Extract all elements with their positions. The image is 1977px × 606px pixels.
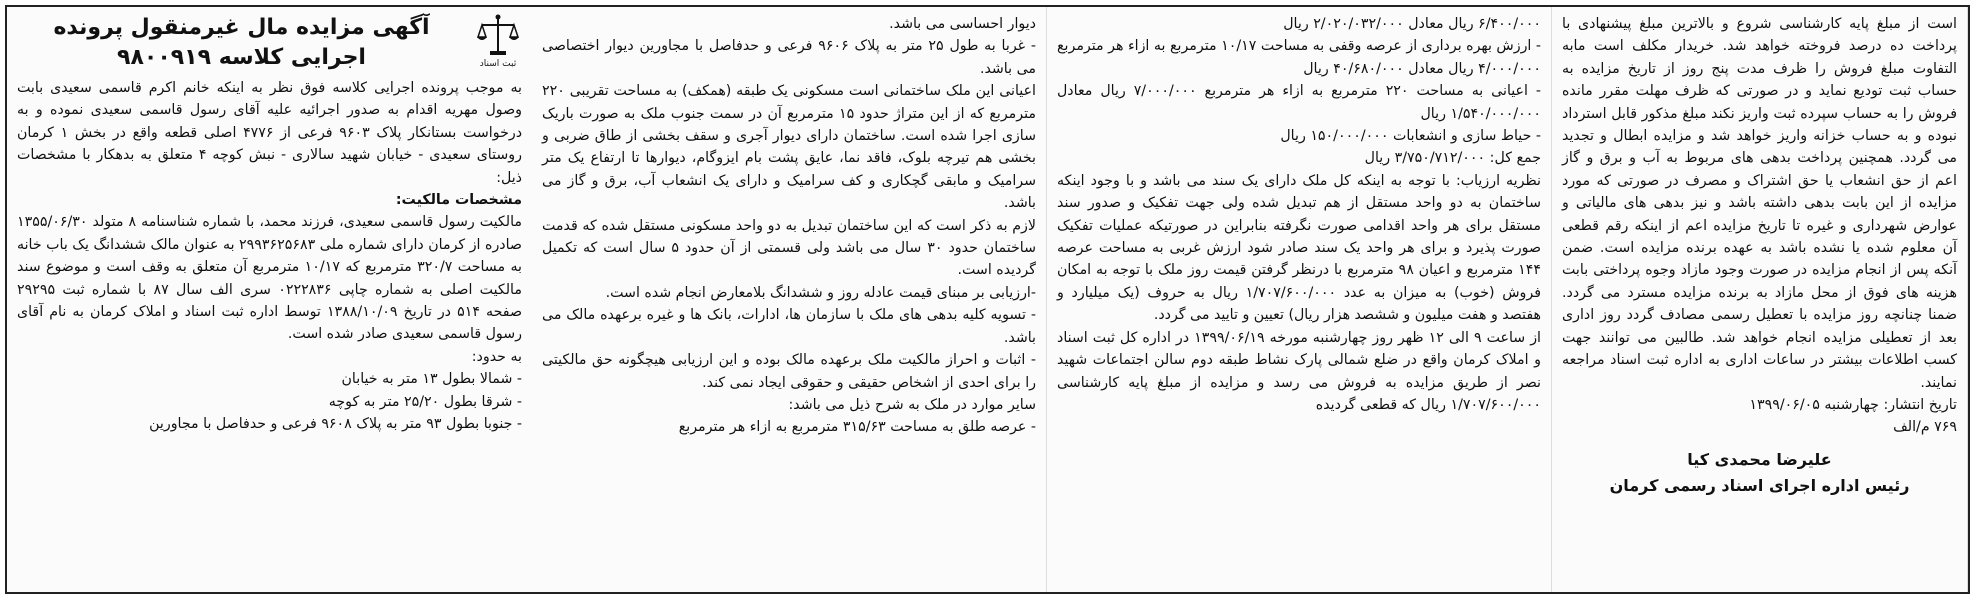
registry-emblem bbox=[474, 13, 522, 73]
notice-page bbox=[5, 5, 1970, 594]
yard-value: - حیاط سازی و انشعابات ۱۵۰/۰۰۰/۰۰۰ ریال bbox=[1280, 128, 1541, 145]
ownership-heading: مشخصات مالکیت: bbox=[395, 192, 522, 209]
reference-code: ۷۶۹ م/الف bbox=[1893, 419, 1957, 436]
emblem-caption: ثبت اسناد bbox=[479, 59, 517, 69]
title-line-1: آگهی مزایده مال غیرمنقول پرونده bbox=[53, 15, 430, 40]
signatory-name: علیرضا محمدی کیا bbox=[1687, 449, 1832, 469]
other-items-heading: سایر موارد در ملک به شرح ذیل می باشد: bbox=[788, 396, 1036, 413]
scales-icon bbox=[476, 13, 520, 59]
column-2 bbox=[532, 7, 1047, 592]
column-3 bbox=[1047, 7, 1552, 592]
total-value: جمع کل: ۳/۷۵۰/۷۱۲/۰۰۰ ریال bbox=[1364, 150, 1541, 167]
appraiser-opinion: نظریه ارزیاب: با توجه به اینکه کل ملک دارای یک سند می باشد و با وجود اینکه ساختمان به دو واحد مستقل از هم تبدیل شده ولی جهت تفکیک و صدور سند مستقل برای هر واحد اقدامی صورت نگرفته بنابراین در صورتیکه عملیات تفکیک صورت پذیرد و برای هر واحد یک سند صادر شود ارزش غربی به مساحت عرصه ۱۴۴ مترمربع و اعیان ۹۸ مترمربع با درنظر گرفتن قیمت روز ملک با توجه به امکان فروش (خوب) به میزان به عدد ۱/۷۰۷/۶۰۰/۰۰۰ ریال به حروف (یک میلیارد و هفتصد و هفت میلیون و ششصد هزار ریال) تعیین و تایید می گردد. bbox=[1057, 172, 1541, 324]
notice-title bbox=[17, 13, 466, 73]
bound-south: - جنوبا بطول ۹۳ متر به پلاک ۹۶۰۸ فرعی و حدفاصل با مجاورین bbox=[149, 416, 522, 433]
notice-header bbox=[17, 13, 522, 73]
signature-block bbox=[1562, 447, 1957, 499]
debts-note: - تسویه کلیه بدهی های ملک با سازمان ها، ادارات، بانک ها و غیره برعهده مالک می باشد. bbox=[542, 307, 1036, 346]
building-age-note: لازم به ذکر است که این ساختمان تبدیل به دو واحد مسکونی مستقل شده که قدمت ساختمان حدود ۳۰ سال می باشد ولی قسمتی از آن حدود ۵ سال است که تکمیل گردیده است. bbox=[542, 217, 1036, 279]
building-description: اعیانی این ملک ساختمانی است مسکونی یک طبقه (همکف) به مساحت تقریبی ۲۲۰ مترمربع که از این متراژ حدود ۱۵ مترمربع آن در سمت جنوب ملک به صورت باریک سازی اجرا شده است. ساختمان دارای دیوار آجری و سقف بخشی از طاق ضربی و بخشی هم تیرچه بلوک، فاقد نما، عایق پشت بام ایزوگام، دیوارها تا ارتفاع یک متر سرامیک و مابقی گچکاری و کف سرامیک و دارای یک انشعاب آب، برق و گاز می باشد. bbox=[542, 83, 1036, 212]
auction-terms: است از مبلغ پایه کارشناسی شروع و بالاترین مبلغ پیشنهادی با پرداخت ده درصد فروخته خواهد شد. خریدار مکلف است مابه التفاوت مبلغ فروش را ظرف مدت پنج روز از تاریخ مزایده به حساب ثبت تودیع نماید و در صورتی که ظرف مهلت مقرر مانده فروش را به حساب سپرده ثبت واریز نکند مبلغ مذکور قابل استرداد نبوده و به حساب خزانه واریز خواهد شد و مزایده ابطال و تجدید می گردد. همچنین پرداخت بدهی های مربوط به آب و برق و گاز اعم از حق انشعاب یا حق اشتراک و مصرف در صورتی که مورد مزایده از این بابت بدهی داشته باشد و نیز بدهی های مالیاتی و عوارض شهرداری و غیره تا تاریخ مزایده اعم از اینکه رقم قطعی آن معلوم شده یا نشده باشد به عهده برنده مزایده است. ضمن آنکه پس از انجام مزایده در صورت وجود مازاد وجوه پرداختی بابت هزینه های فوق از محل مازاد به برنده مزایده مسترد می گردد. ضمنا چنانچه روز مزایده با تعطیل رسمی مصادف گردد روز اداری بعد از تعطیلی مزایده انجام خواهد شد. طالبین می توانند جهت کسب اطلاعات بیشتر در ساعات اداری به اداره ثبت اسناد مراجعه نمایند. bbox=[1562, 16, 1957, 391]
land-value: ۶/۴۰۰/۰۰۰ ریال معادل ۲/۰۲۰/۰۳۲/۰۰۰ ریال bbox=[1283, 16, 1541, 32]
bound-east: - شرقا بطول ۲۵/۲۰ متر به کوچه bbox=[328, 393, 522, 410]
bound-west: - غربا به طول ۲۵ متر به پلاک ۹۶۰۶ فرعی و حدفاصل با مجاورین دیوار اختصاصی می باشد. bbox=[542, 38, 1036, 77]
ownership-proof-note: - اثبات و احراز مالکیت ملک برعهده مالک بوده و این ارزیابی هیچگونه حق مالکیتی را برای احدی از اشخاص حقیقی و حقوقی ایجاد نمی کند. bbox=[542, 352, 1036, 391]
building-value: - اعیانی به مساحت ۲۲۰ مترمربع به ازاء هر مترمربع ۷/۰۰۰/۰۰۰ ریال معادل ۱/۵۴۰/۰۰۰/۰۰۰ ریال bbox=[1057, 83, 1542, 122]
endowment-value: - ارزش بهره برداری از عرصه وقفی به مساحت ۱۰/۱۷ مترمربع به ازاء هر مترمربع ۴/۰۰۰/۰۰۰ ریال معادل ۴۰/۶۸۰/۰۰۰ ریال bbox=[1057, 38, 1542, 77]
auction-schedule: از ساعت ۹ الی ۱۲ ظهر روز چهارشنبه مورخه ۱۳۹۹/۰۶/۱۹ در اداره کل ثبت اسناد و املاک کرمان واقع در ضلع شمالی پارک نشاط طبقه دوم سالن اجتماعات شهید نصر از طریق مزایده به فروش می رسد و مزایده از مبلغ پایه کارشناسی ۱/۷۰۷/۶۰۰/۰۰۰ ریال که قطعی گردیده bbox=[1057, 329, 1541, 413]
intro-paragraph: به موجب پرونده اجرایی کلاسه فوق نظر به اینکه خانم اکرم قاسمی سعیدی بابت وصول مهریه اقدام به صدور اجرائیه علیه آقای رسول قاسمی سعیدی نموده و به درخواست بستانکار پلاک ۹۶۰۳ فرعی از ۴۷۷۶ اصلی قطعه واقع در بخش ۱ کرمان روستای سعیدی - خیابان شهید سالاری - نبش کوچه ۴ متعلق به بدهکار با مشخصات ذیل: bbox=[17, 80, 523, 186]
publish-date: تاریخ انتشار: چهارشنبه ۱۳۹۹/۰۶/۰۵ bbox=[1749, 396, 1957, 413]
signatory-title: رئیس اداره اجرای اسناد رسمی کرمان bbox=[1609, 475, 1910, 495]
land-area-item: - عرصه طلق به مساحت ۳۱۵/۶۳ مترمربع به ازاء هر مترمربع bbox=[678, 419, 1036, 436]
valuation-basis: -ارزیابی بر مبنای قیمت عادله روز و ششدانگ بلامعارض انجام شده است. bbox=[605, 284, 1036, 301]
bounds-heading: به حدود: bbox=[471, 348, 522, 365]
bound-north: - شمالا بطول ۱۳ متر به خیابان bbox=[341, 371, 522, 388]
column-4 bbox=[1552, 7, 1968, 592]
column-1 bbox=[7, 7, 532, 592]
ownership-paragraph: مالکیت رسول قاسمی سعیدی، فرزند محمد، با شماره شناسنامه ۸ متولد ۱۳۵۵/۰۶/۳۰ صادره از کرمان دارای شماره ملی ۲۹۹۳۶۲۵۶۸۳ به عنوان مالک ششدانگ یک باب خانه به مساحت ۳۲۰/۷ مترمربع که ۱۰/۱۷ مترمربع آن متعلق به وقف است و موضوع سند مالکیت اصلی به شماره چاپی ۰۲۲۲۸۳۶ سری الف سال ۸۷ با شماره ثبت ۲۹۲۹۵ صفحه ۵۱۴ در تاریخ ۱۳۸۸/۱۰/۰۹ توسط اداره ثبت اسناد و املاک کرمان به نام آقای رسول قاسمی سعیدی صادر شده است. bbox=[17, 214, 523, 343]
col2-line-1: دیوار احساسی می باشد. bbox=[889, 16, 1036, 32]
title-line-2: اجرایی کلاسه ۹۸۰۰۹۱۹ bbox=[117, 45, 366, 70]
